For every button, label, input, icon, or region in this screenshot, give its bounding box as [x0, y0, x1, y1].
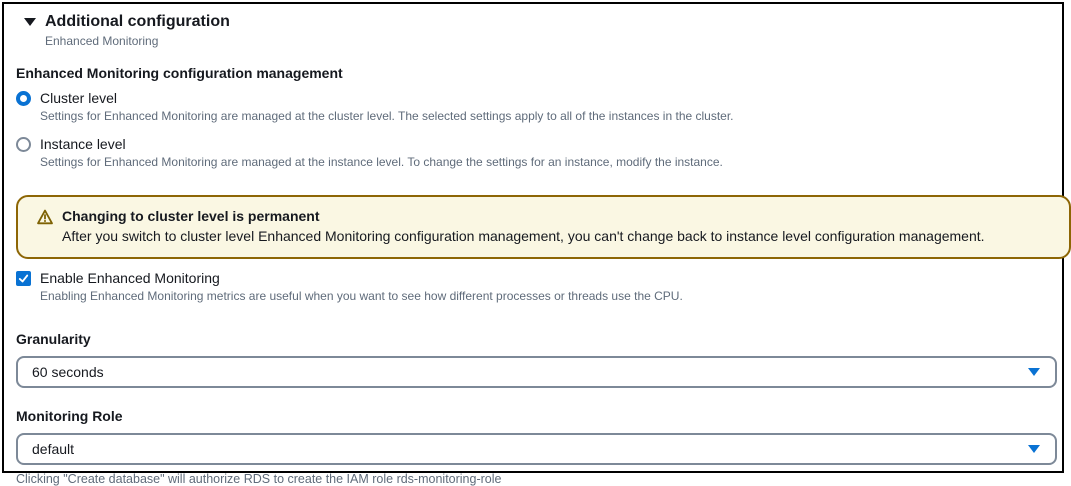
- checkmark-icon: [17, 272, 30, 285]
- radio-cluster-level[interactable]: [16, 91, 31, 106]
- granularity-select[interactable]: [16, 356, 1057, 388]
- granularity-value: 60 seconds: [32, 364, 104, 380]
- enable-monitoring-description: Enabling Enhanced Monitoring metrics are useful when you want to see how different processes or threads use the CPU.: [40, 289, 683, 303]
- granularity-label: Granularity: [16, 331, 91, 347]
- monitoring-role-select[interactable]: [16, 433, 1057, 465]
- section-header-additional-configuration[interactable]: [24, 13, 1057, 31]
- radio-instance-level[interactable]: [16, 137, 31, 152]
- monitoring-role-footnote: Clicking "Create database" will authorize RDS to create the IAM role rds-monitoring-role: [16, 472, 502, 486]
- monitoring-role-value: default: [32, 441, 75, 457]
- chevron-down-icon: [1028, 445, 1040, 453]
- chevron-down-icon: [1028, 368, 1040, 376]
- radio-option-cluster-level[interactable]: [16, 90, 1057, 106]
- panel-frame: [2, 2, 1064, 486]
- config-management-label: Enhanced Monitoring configuration management: [16, 65, 343, 81]
- warning-title: Changing to cluster level is permanent: [62, 208, 320, 224]
- radio-option-instance-level[interactable]: [16, 136, 1057, 152]
- monitoring-role-label: Monitoring Role: [16, 408, 123, 424]
- additional-configuration-panel: [4, 4, 1062, 486]
- radio-option-label: Instance level: [40, 136, 126, 152]
- warning-alert: [16, 195, 1071, 259]
- enable-monitoring-label: Enable Enhanced Monitoring: [40, 270, 220, 286]
- warning-triangle-icon: [37, 208, 53, 244]
- collapse-triangle-icon: [24, 18, 36, 26]
- enable-monitoring-checkbox[interactable]: [16, 271, 31, 286]
- radio-option-description: Settings for Enhanced Monitoring are managed at the instance level. To change the settings for an instance, modify the instance.: [40, 155, 723, 169]
- warning-description: After you switch to cluster level Enhanced Monitoring configuration management, you can't change back to instance level configuration management.: [62, 228, 985, 244]
- radio-option-label: Cluster level: [40, 90, 118, 106]
- section-subtitle: Enhanced Monitoring: [45, 34, 159, 48]
- enable-monitoring-checkbox-row[interactable]: [16, 270, 1057, 286]
- section-title: Additional configuration: [45, 13, 230, 30]
- radio-option-description: Settings for Enhanced Monitoring are managed at the cluster level. The selected settings apply to all of the instances in the cluster.: [40, 109, 734, 123]
- warning-alert-text: [62, 208, 985, 244]
